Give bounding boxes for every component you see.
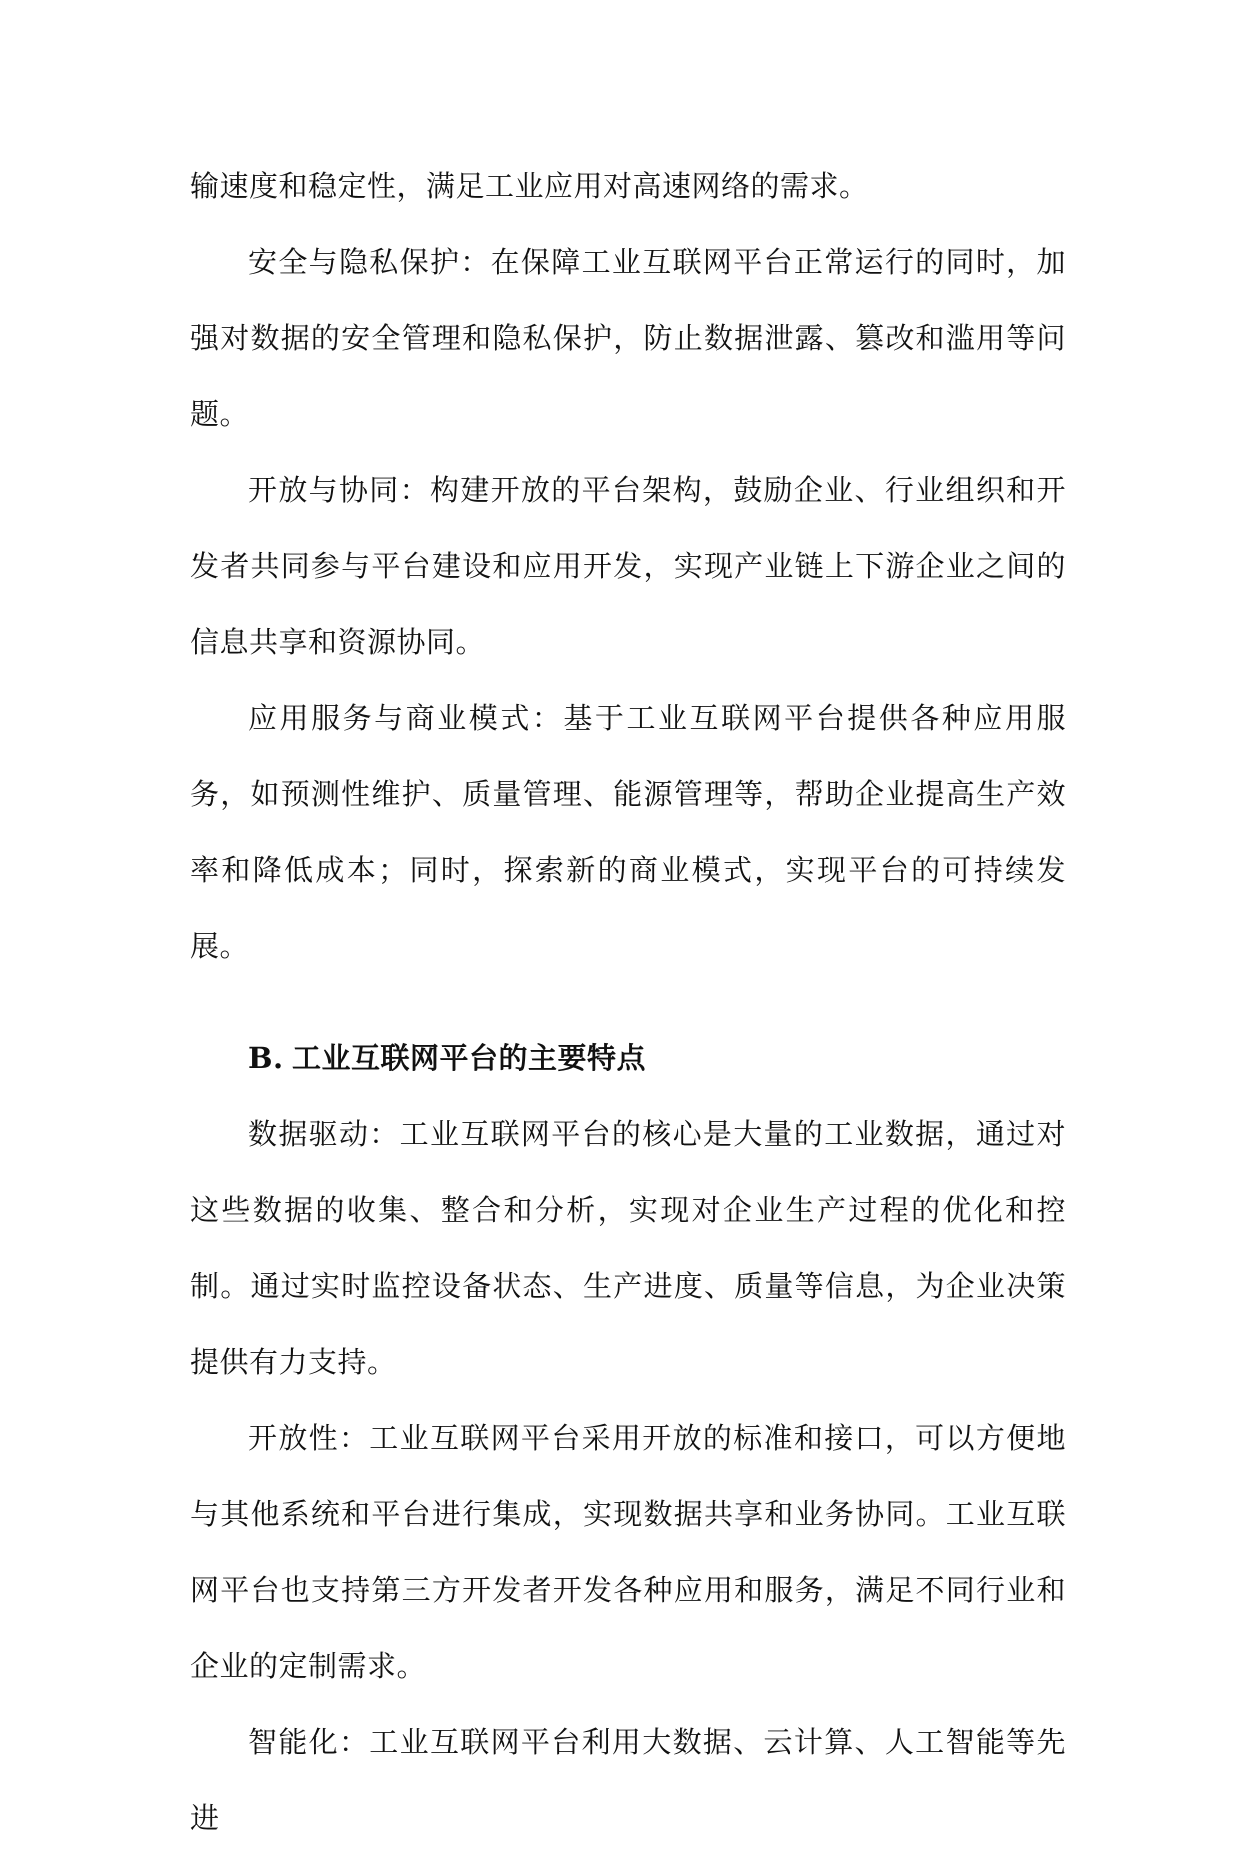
paragraph-security-privacy: 安全与隐私保护：在保障工业互联网平台正常运行的同时，加强对数据的安全管理和隐私保护，防止数据泄露、篡改和滥用等问题。: [190, 245, 1066, 431]
section-number: B.: [248, 1041, 284, 1075]
document-body: [190, 148, 1066, 1856]
paragraph-data-driven: 数据驱动：工业互联网平台的核心是大量的工业数据，通过对这些数据的收集、整合和分析，实现对企业生产过程的优化和控制。通过实时监控设备状态、生产进度、质量等信息，为企业决策提供有力支持。: [190, 1117, 1066, 1379]
paragraph-network-continuation: 输速度和稳定性，满足工业应用对高速网络的需求。: [190, 169, 869, 203]
paragraph-openness: 开放性：工业互联网平台采用开放的标准和接口，可以方便地与其他系统和平台进行集成，实现数据共享和业务协同。工业互联网平台也支持第三方开发者开发各种应用和服务，满足不同行业和企业的定制需求。: [190, 1421, 1066, 1683]
section-heading: [190, 1020, 1066, 1096]
section-title: 工业互联网平台的主要特点: [292, 1041, 647, 1075]
paragraph-intelligence: 智能化：工业互联网平台利用大数据、云计算、人工智能等先进: [190, 1725, 1066, 1835]
paragraph-application-business-model: 应用服务与商业模式：基于工业互联网平台提供各种应用服务，如预测性维护、质量管理、能源管理等，帮助企业提高生产效率和降低成本；同时，探索新的商业模式，实现平台的可持续发展。: [190, 701, 1066, 963]
paragraph-openness-collaboration: 开放与协同：构建开放的平台架构，鼓励企业、行业组织和开发者共同参与平台建设和应用开发，实现产业链上下游企业之间的信息共享和资源协同。: [190, 473, 1066, 659]
